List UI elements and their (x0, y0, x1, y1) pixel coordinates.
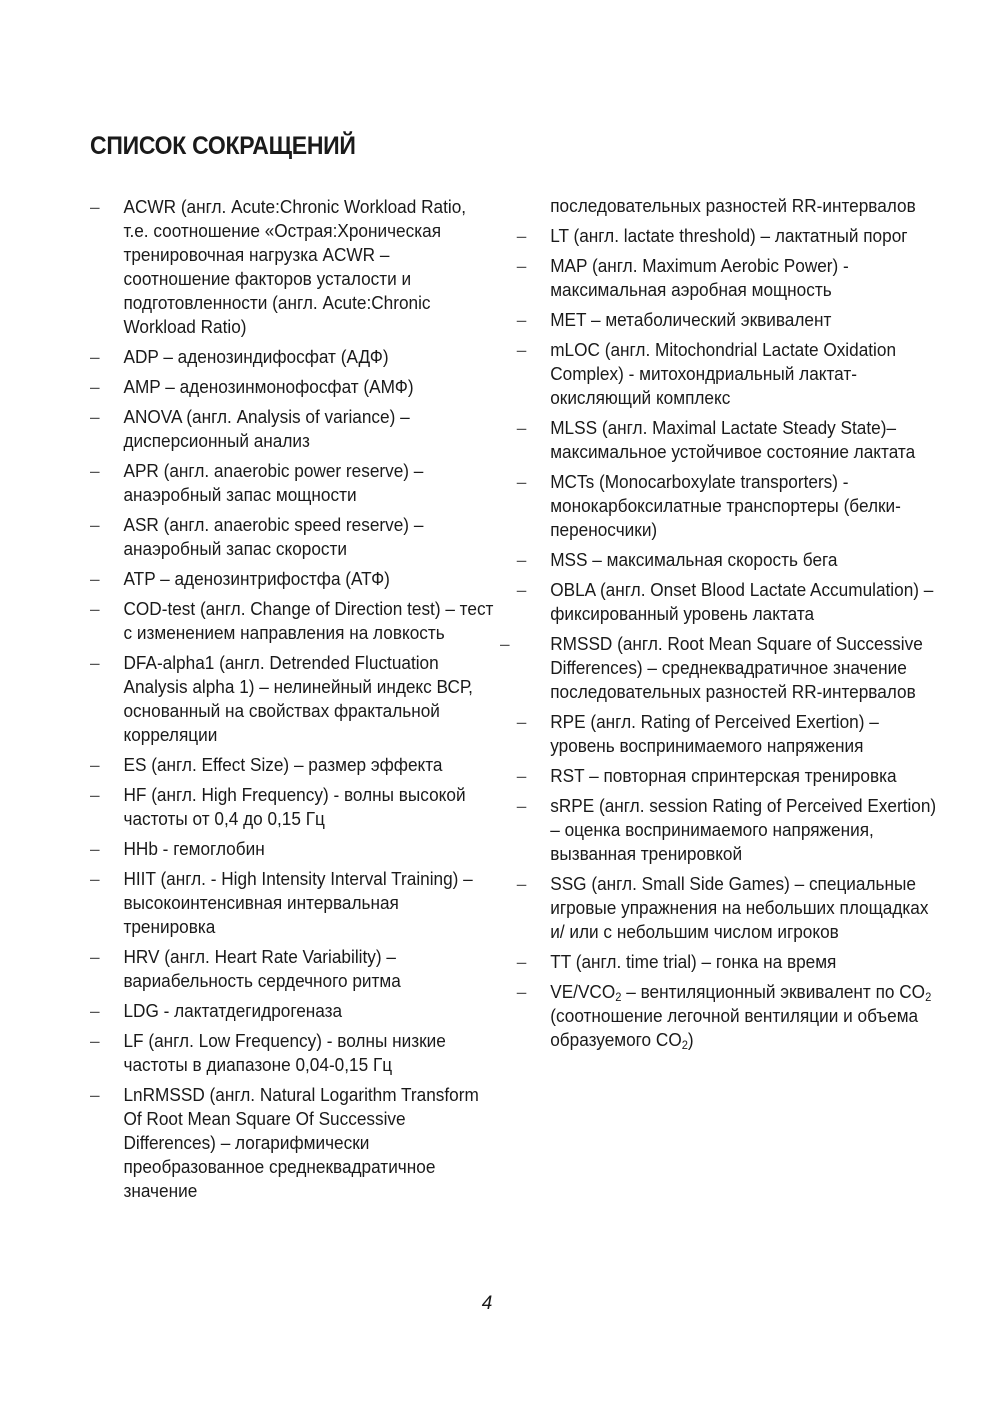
dash-bullet: – (90, 1084, 100, 1105)
dash-bullet: – (90, 754, 100, 775)
list-item (90, 753, 495, 777)
dash-bullet: – (516, 471, 527, 492)
list-item (90, 405, 495, 453)
entry-text: MAP (англ. Maximum Aerobic Power) - максимальная аэробная мощность (550, 255, 849, 300)
subscript-2: 2 (681, 1038, 688, 1052)
subscript-2: 2 (925, 990, 932, 1004)
dash-bullet: – (90, 598, 100, 619)
entry-text: LnRMSSD (англ. Natural Logarithm Transform Of Root Mean Square Of Successive Differences) – логарифмически преобразованное среднеквадратичное значение (123, 1084, 479, 1201)
dash-bullet: – (516, 795, 527, 816)
list-item (90, 567, 495, 591)
entry-text: mLOC (англ. Mitochondrial Lactate Oxidation Complex) - митохондриальный лактат-окисляющий комплекс (550, 339, 897, 408)
list-item (500, 470, 941, 542)
list-item (90, 597, 495, 645)
list-item (500, 710, 941, 758)
dash-bullet: – (516, 579, 527, 600)
list-item (500, 950, 941, 974)
list-item (90, 783, 495, 831)
entry-text: sRPE (англ. session Rating of Perceived Exertion) – оценка воспринимаемого напряжения, вызванная тренировкой (550, 795, 937, 864)
vevco2-part-c: (соотношение легочной вентиляции и объема образуемого CO (550, 1005, 919, 1050)
dash-bullet: – (516, 255, 527, 276)
entry-text: ANOVA (англ. Analysis of variance) – дисперсионный анализ (123, 406, 410, 451)
list-item (500, 416, 941, 464)
entry-text: RST – повторная спринтерская тренировка (550, 765, 897, 786)
list-item (90, 1029, 495, 1077)
dash-bullet: – (516, 981, 527, 1002)
dash-bullet: – (516, 765, 527, 786)
entry-text: последовательных разностей RR-интервалов (550, 195, 916, 216)
dash-bullet: – (500, 633, 510, 654)
vevco2-part-a: VE/VCO (550, 981, 616, 1002)
entry-text: OBLA (англ. Onset Blood Lactate Accumulation) – фиксированный уровень лактата (550, 579, 934, 624)
list-item (90, 651, 495, 747)
entry-text: SSG (англ. Small Side Games) – специальные игровые упражнения на небольших площадках и/ или с небольшим числом игроков (550, 873, 929, 942)
entry-text: HHb - гемоглобин (123, 838, 265, 859)
entry-text: LT (англ. lactate threshold) – лактатный порог (550, 225, 908, 246)
list-item (90, 945, 495, 993)
page-number: 4 (481, 1293, 493, 1314)
dash-bullet: – (90, 946, 100, 967)
list-item (500, 578, 941, 626)
list-item (90, 513, 495, 561)
entry-text: COD-test (англ. Change of Direction test) – тест с изменением направления на ловкость (123, 598, 494, 643)
list-item (500, 794, 941, 866)
dash-bullet: – (90, 376, 100, 397)
entry-text: HRV (англ. Heart Rate Variability) – вариабельность сердечного ритма (123, 946, 401, 991)
entry-text: RMSSD (англ. Root Mean Square of Successive Differences) – среднеквадратичное значение последовательных разностей RR-интервалов (550, 633, 923, 702)
entry-text: ES (англ. Effect Size) – размер эффекта (123, 754, 443, 775)
list-item (90, 999, 495, 1023)
list-item (90, 375, 495, 399)
entry-text: AMP – аденозинмонофосфат (АМФ) (123, 376, 414, 397)
dash-bullet: – (90, 568, 100, 589)
dash-bullet: – (516, 711, 527, 732)
list-item (500, 548, 941, 572)
dash-bullet: – (90, 346, 100, 367)
entry-text: MLSS (англ. Maximal Lactate Steady State)– максимальное устойчивое состояние лактата (550, 417, 916, 462)
dash-bullet: – (90, 460, 100, 481)
entry-text: ADP – аденозиндифосфат (АДФ) (123, 346, 389, 367)
entry-text: MET – метаболический эквивалент (550, 309, 832, 330)
dash-bullet: – (516, 225, 527, 246)
entry-text: MSS – максимальная скорость бега (550, 549, 838, 570)
page-title: СПИСОК СОКРАЩЕНИЙ (90, 132, 356, 160)
list-item (500, 764, 941, 788)
entry-text (550, 981, 931, 1050)
list-item (90, 345, 495, 369)
dash-bullet: – (90, 1000, 100, 1021)
list-item (90, 837, 495, 861)
list-item (90, 867, 495, 939)
dash-bullet: – (516, 309, 527, 330)
entry-text: ASR (англ. anaerobic speed reserve) – анаэробный запас скорости (123, 514, 424, 559)
dash-bullet: – (516, 339, 527, 360)
entry-text: ATP – аденозинтрифостфа (АТФ) (123, 568, 390, 589)
list-item (90, 195, 495, 339)
dash-bullet: – (516, 417, 527, 438)
dash-bullet: – (516, 873, 527, 894)
subscript-2: 2 (615, 990, 622, 1004)
entry-text: APR (англ. anaerobic power reserve) – анаэробный запас мощности (123, 460, 424, 505)
list-item-continuation (500, 194, 941, 218)
entry-text: MCTs (Monocarboxylate transporters) - монокарбоксилатные транспортеры (белки-переносчики) (550, 471, 901, 540)
dash-bullet: – (90, 868, 100, 889)
dash-bullet: – (90, 784, 100, 805)
vevco2-part-b: – вентиляционный эквивалент по CO (621, 981, 926, 1002)
list-item (500, 338, 941, 410)
dash-bullet: – (90, 838, 100, 859)
entry-text: HF (англ. High Frequency) - волны высокой частоты от 0,4 до 0,15 Гц (123, 784, 466, 829)
entry-text: LF (англ. Low Frequency) - волны низкие частоты в диапазоне 0,04-0,15 Гц (123, 1030, 446, 1075)
dash-bullet: – (90, 514, 100, 535)
list-item (90, 459, 495, 507)
abbreviation-list-left (90, 195, 494, 1209)
entry-text: LDG - лактатдегидрогеназа (123, 1000, 343, 1021)
abbreviation-list-right (500, 194, 937, 1058)
list-item (500, 308, 941, 332)
list-item (500, 254, 941, 302)
entry-text: DFA-alpha1 (англ. Detrended Fluctuation Analysis alpha 1) – нелинейный индекс ВСР, основанный на свойствах фрактальной корреляции (123, 652, 473, 745)
list-item (500, 224, 941, 248)
list-item (500, 632, 941, 704)
dash-bullet: – (90, 652, 100, 673)
dash-bullet: – (516, 951, 527, 972)
entry-text: TT (англ. time trial) – гонка на время (550, 951, 837, 972)
entry-text: RPE (англ. Rating of Perceived Exertion) – уровень воспринимаемого напряжения (550, 711, 879, 756)
list-item-vevco2 (500, 980, 941, 1052)
entry-text: ACWR (англ. Acute:Chronic Workload Ratio, т.е. соотношение «Острая:Хроническая тренировочная нагрузка ACWR – соотношение факторов усталости и подготовленности (англ. Acute:Chronic Workload Ratio) (123, 196, 467, 337)
dash-bullet: – (90, 1030, 100, 1051)
dash-bullet: – (90, 406, 100, 427)
dash-bullet: – (516, 549, 527, 570)
list-item (500, 872, 941, 944)
vevco2-part-d: ) (687, 1029, 694, 1050)
list-item (90, 1083, 495, 1203)
entry-text: HIIT (англ. - High Intensity Interval Training) – высокоинтенсивная интервальная тренировка (123, 868, 473, 937)
dash-bullet: – (90, 196, 100, 217)
